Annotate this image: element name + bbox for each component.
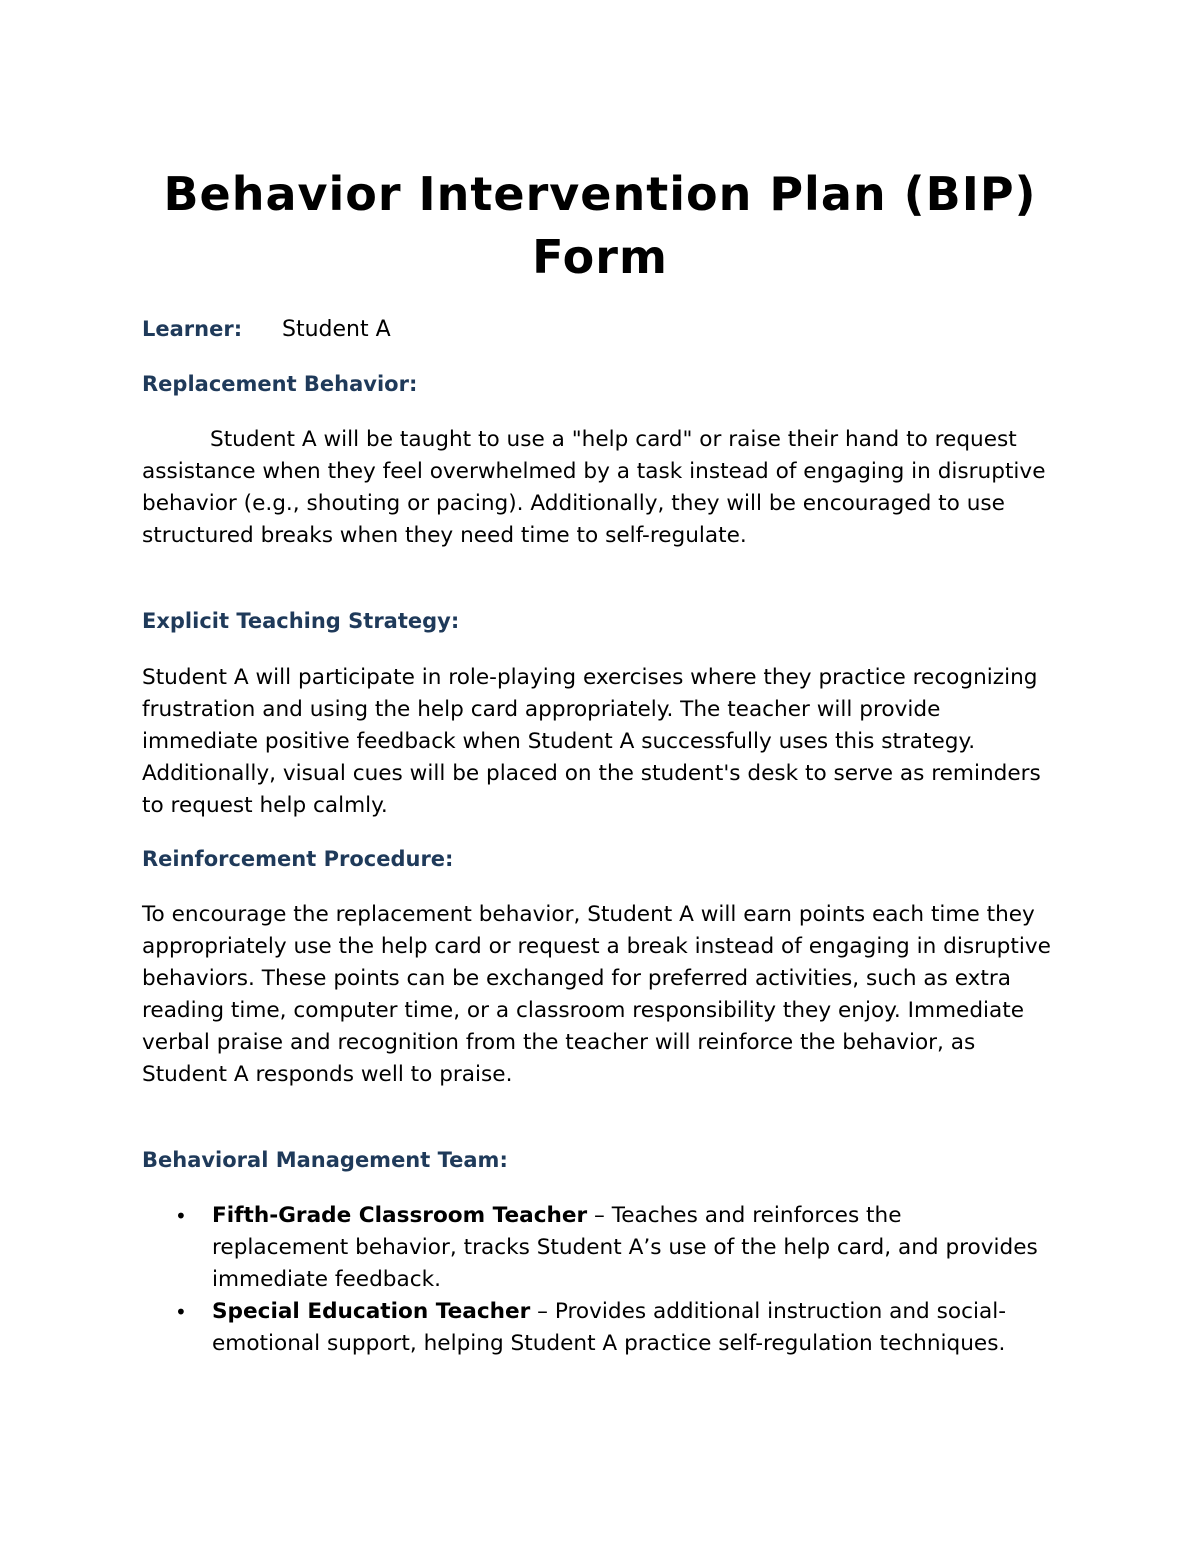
- learner-label: Learner:: [142, 317, 243, 341]
- team-member-role: Fifth-Grade Classroom Teacher: [212, 1203, 588, 1228]
- team-heading: Behavioral Management Team:: [142, 1148, 508, 1172]
- team-member-item: [142, 1296, 1042, 1360]
- learner-value: Student A: [282, 317, 391, 342]
- document-title: Behavior Intervention Plan (BIP) Form: [163, 167, 1037, 284]
- bullet-icon: •: [175, 1204, 187, 1228]
- replacement-behavior-text: Student A will be taught to use a "help card" or raise their hand to request assistance when they feel overwhelmed by a task instead of engaging in disruptive behavior (e.g., shouting or pacing). Additionally, they will be encouraged to use structured breaks when they need time to self-regulate.: [142, 427, 1046, 548]
- explicit-teaching-heading: Explicit Teaching Strategy:: [142, 609, 460, 633]
- team-member-description: – Teaches and reinforces the replacement behavior, tracks Student A’s use of the help card, and provides immediate feedback.: [212, 1203, 1038, 1292]
- bullet-icon: •: [175, 1300, 187, 1324]
- team-member-role: Special Education Teacher: [212, 1299, 531, 1324]
- reinforcement-text: To encourage the replacement behavior, Student A will earn points each time they appropriately use the help card or request a break instead of engaging in disruptive behaviors. These points can be exchanged for preferred activities, such as extra reading time, computer time, or a classroom responsibility they enjoy. Immediate verbal praise and recognition from the teacher will reinforce the behavior, as Student A responds well to praise.: [142, 902, 1051, 1087]
- team-member-description: – Provides additional instruction and social-emotional support, helping Student A practice self-regulation techniques.: [212, 1299, 1006, 1356]
- team-member-list: [142, 1200, 1042, 1360]
- replacement-behavior-heading: Replacement Behavior:: [142, 372, 418, 396]
- reinforcement-heading: Reinforcement Procedure:: [142, 847, 454, 871]
- team-member-item: [142, 1200, 1042, 1296]
- explicit-teaching-text: Student A will participate in role-playing exercises where they practice recognizing frustration and using the help card appropriately. The teacher will provide immediate positive feedback when Student A successfully uses this strategy. Additionally, visual cues will be placed on the student's desk to serve as reminders to request help calmly.: [142, 665, 1041, 818]
